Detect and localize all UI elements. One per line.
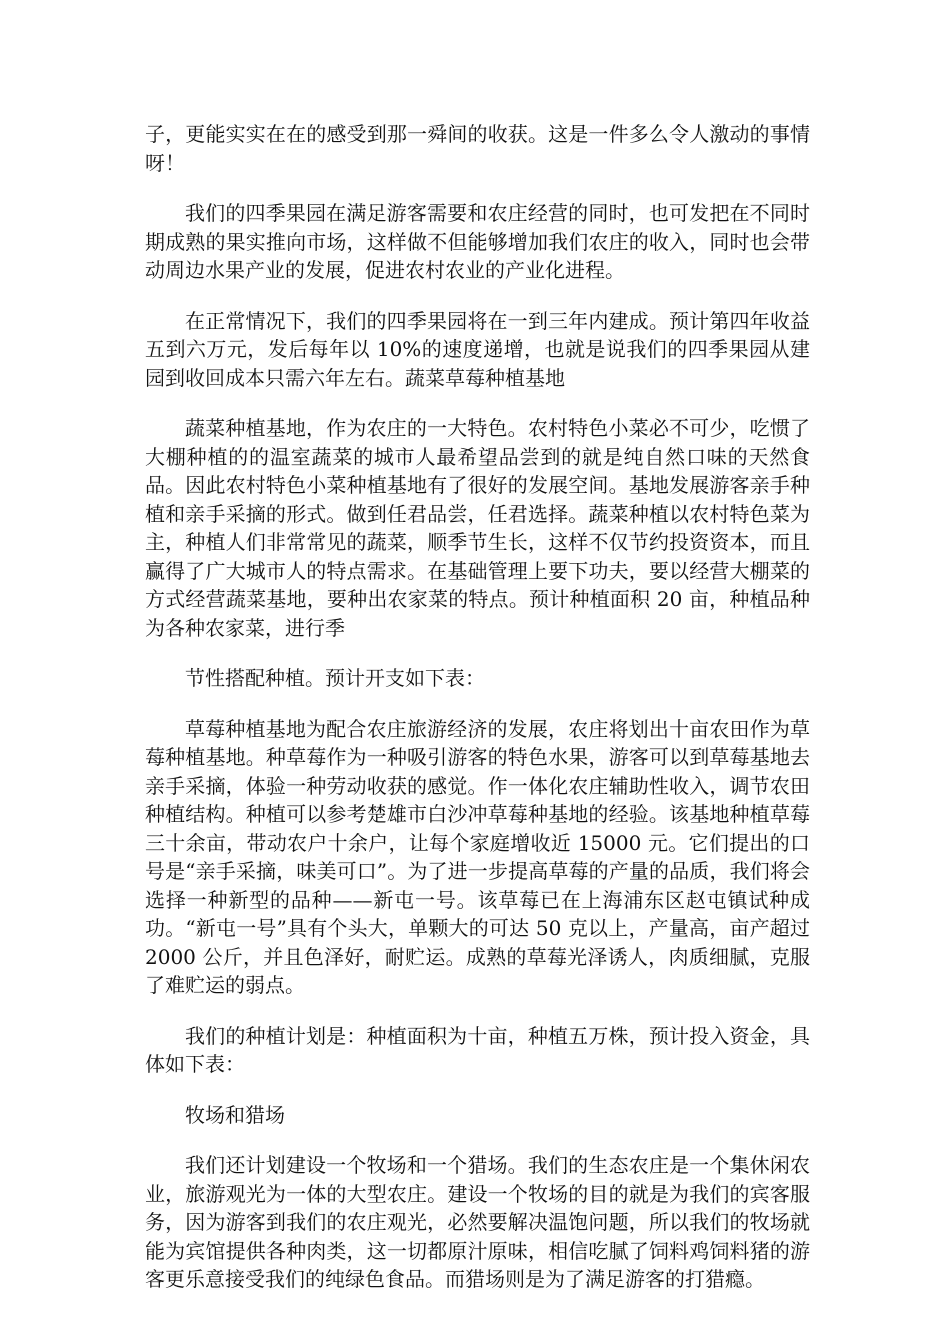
document-body [145, 120, 810, 1316]
paragraph-continuation: 子，更能实实在在的感受到那一舜间的收获。这是一件多么令人激动的事情呀！ [145, 122, 810, 175]
paragraph-vegetable-base: 蔬菜种植基地，作为农庄的一大特色。农村特色小菜必不可少，吃惯了大棚种植的的温室蔬菜的城市人最希望品尝到的就是纯自然口味的天然食品。因此农村特色小菜种植基地有了很好的发展空间。基地发展游客亲手种植和亲手采摘的形式。做到任君品尝，任君选择。蔬菜种植以农村特色菜为主，种植人们非常常见的蔬菜，顺季节生长，这样不仅节约投资资本，而且赢得了广大城市人的特点需求。在基础管理上要下功夫，要以经营大棚菜的方式经营蔬菜基地，要种出农家菜的特点。预计种植面积 20 亩，种植品种为各种农家菜，进行季 [145, 416, 810, 640]
paragraph-vegetable-cost: 节性搭配种植。预计开支如下表： [185, 666, 485, 690]
paragraph-planting-plan: 我们的种植计划是：种植面积为十亩，种植五万株，预计投入资金，具体如下表： [145, 1023, 810, 1076]
paragraph-strawberry-base: 草莓种植基地为配合农庄旅游经济的发展，农庄将划出十亩农田作为草莓种植基地。种草莓作为一种吸引游客的特色水果，游客可以到草莓基地去亲手采摘，体验一种劳动收获的感觉。作一体化农庄辅助性收入，调节农田种植结构。种植可以参考楚雄市白沙冲草莓种基地的经验。该基地种植草莓三十余亩，带动农户十余户，让每个家庭增收近 15000 元。它们提出的口号是“亲手采摘，味美可口”。为了进一步提高草莓的产量的品质，我们将会选择一种新型的品种——新屯一号。该草莓已在上海浦东区赵屯镇试种成功。“新屯一号”具有个头大，单颗大的可达 50 克以上，产量高，亩产超过 2000 公斤，并且色泽好，耐贮运。成熟的草莓光泽诱人，肉质细腻，克服了难贮运的弱点。 [145, 716, 810, 997]
paragraph-orchard-market: 我们的四季果园在满足游客需要和农庄经营的同时，也可发把在不同时期成熟的果实推向市场，这样做不但能够增加我们农庄的收入，同时也会带动周边水果产业的发展，促进农村农业的产业化进程。 [145, 201, 810, 282]
paragraph-ranch-hunting: 我们还计划建设一个牧场和一个猎场。我们的生态农庄是一个集休闲农业，旅游观光为一体的大型农庄。建设一个牧场的目的就是为我们的宾客服务，因为游客到我们的农庄观光，必然要解决温饱问题，所以我们的牧场就能为宾馆提供各种肉类，这一切都原汁原味，相信吃腻了饲料鸡饲料猪的游客更乐意接受我们的纯绿色食品。而猎场则是为了满足游客的打猎瘾。 [145, 1153, 810, 1291]
section-heading-ranch: 牧场和猎场 [185, 1102, 285, 1127]
paragraph-orchard-revenue: 在正常情况下，我们的四季果园将在一到三年内建成。预计第四年收益五到六万元，发后每年以 10%的速度递增，也就是说我们的四季果园从建园到收回成本只需六年左右。蔬菜草莓种植基地 [145, 308, 810, 390]
